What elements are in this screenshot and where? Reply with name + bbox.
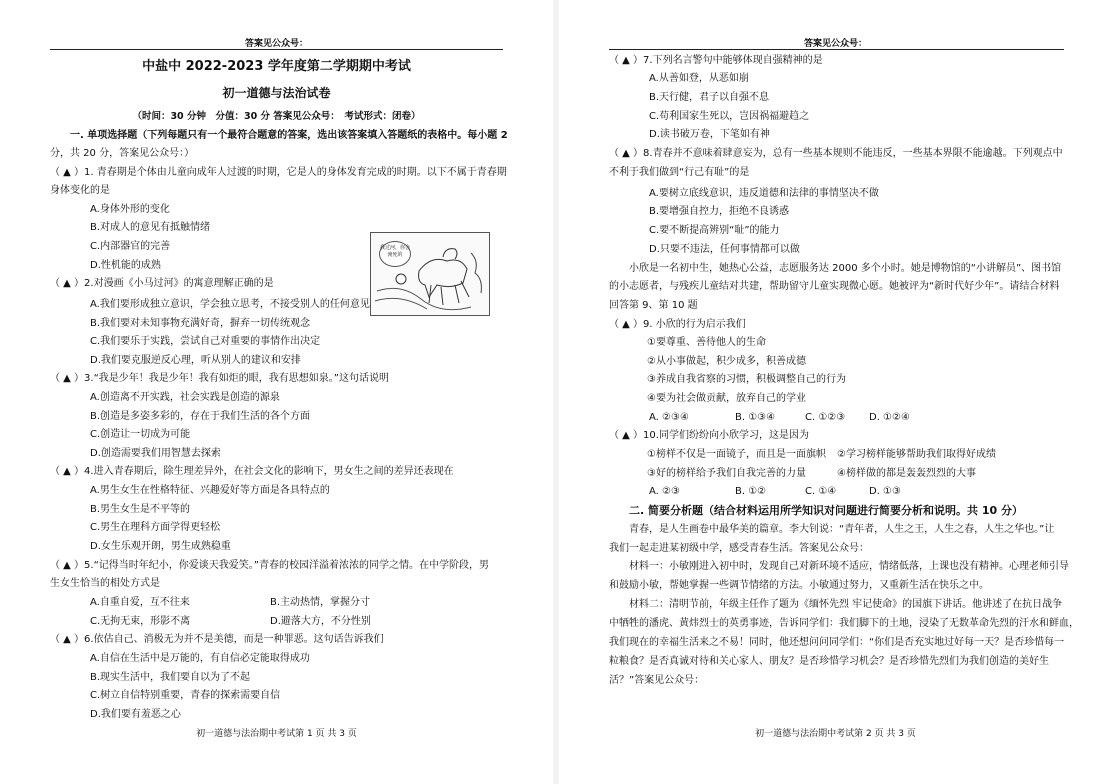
question-2: （ ▲ ）2.对漫画《小马过河》的寓意理解正确的是 (50, 278, 274, 289)
question-6: （ ▲ ）6.依估自己、消极无为并不是美德，而是一种罪恶。这句话告诉我们 (50, 634, 384, 645)
header-rule (609, 49, 1064, 50)
q9-item-4: ④要为社会做贡献，放弃自己的学业 (647, 393, 806, 404)
material-paragraph-cont: 的小志愿者，与残疾儿童结对共建，帮助留守儿童实现微心愿。她被评为“新时代好少年”。请结合材料 (609, 281, 1060, 292)
question-10: （ ▲ ）10.同学们纷纷向小欣学习，这是因为 (609, 430, 809, 441)
q2-option-b: B.我们要对未知事物充满好奇，摒弃一切传统观念 (90, 318, 311, 329)
q8-option-a: A.要树立底线意识，违反道德和法律的事情坚决不做 (649, 188, 879, 199)
q6-option-c: C.树立自信特别重要，青春的探索需要自信 (90, 690, 281, 701)
q10-option-b: B. ①② (735, 486, 767, 497)
question-9: （ ▲ ）9. 小欣的行为启示我们 (609, 319, 746, 330)
page-footer: 初一道德与法治期中考试第 2 页 共 3 页 (755, 729, 916, 739)
q10-item-4: ④榜样做的都是轰轰烈烈的大事 (837, 468, 976, 479)
pony-illustration-icon (371, 233, 489, 315)
q10-item-2: ②学习榜样能够帮助我们取得好成绩 (837, 449, 996, 460)
q2-option-c: C.我们要乐于实践，尝试自己对重要的事情作出决定 (90, 336, 321, 347)
q7-option-d: D.读书破万卷，下笔如有神 (649, 129, 770, 140)
q3-option-a: A.创造离不开实践，社会实践是创造的源泉 (90, 392, 280, 403)
section2-heading: 二. 简要分析题（结合材料运用所学知识对问题进行简要分析和说明。共 10 分） (629, 504, 1023, 517)
q10-option-c: C. ①④ (805, 486, 837, 497)
q7-option-a: A.从善如登，从恶如崩 (649, 73, 749, 84)
q3-option-c: C.创造让一切成为可能 (90, 429, 191, 440)
analysis-intro-cont: 我们一起走进某初级中学，感受青春生活。答案见公众号： (609, 543, 869, 554)
q2-option-a: A.我们要形成独立意识，学会独立思考，不接受别人的任何意见 (90, 299, 370, 310)
material-paragraph-cont: 回答第 9、第 10 题 (609, 300, 698, 311)
question-1-cont: 身体变化的是 (50, 185, 110, 196)
q9-item-3: ③养成自我省察的习惯，积极调整自己的行为 (647, 374, 846, 385)
q10-item-1: ①榜样不仅是一面镜子，而且是一面旗帜 (647, 449, 826, 460)
material-two-cont: 粒粮食？是否真诚对待和关心家人、朋友？是否珍惜学习机会？是否珍惜先烈们为我们创造的美好生 (609, 656, 1049, 667)
cartoon-pony-crossing-river (370, 232, 490, 316)
question-3: （ ▲ ）3.“我是少年！我是少年！我有如炬的眼，我有思想如泉。”这句话说明 (50, 373, 389, 384)
q4-option-d: D.女生乐观开朗，男生成熟稳重 (90, 541, 231, 552)
q3-option-b: B.创造是多姿多彩的，存在于我们生活的各个方面 (90, 411, 311, 422)
q9-option-d: D. ①②④ (869, 412, 910, 423)
q5-option-b: B.主动热情，掌握分寸 (270, 597, 371, 608)
q9-item-2: ②从小事做起，积少成多，积善成德 (647, 356, 806, 367)
q6-option-a: A.自信在生活中是万能的，有自信必定能取得成功 (90, 653, 310, 664)
material-two-cont: 中牺牲的潘虎、黄炜烈士的英勇事迹，告诉同学们：我们脚下的土地，浸染了无数革命先烈的汗水和鲜血， (609, 618, 1079, 629)
question-5: （ ▲ ）5.“记得当时年纪小，你爱谈天我爱笑。”青春的校园洋溢着浓浓的同学之情。在中学阶段，男 (50, 560, 489, 571)
question-8-cont: 不利于我们做到“行己有耻”的是 (609, 167, 750, 178)
q5-option-d: D.避落大方，不分性别 (270, 616, 371, 627)
q1-option-c: C.内部器官的完善 (90, 241, 171, 252)
material-two-cont: 我们现在的幸福生活来之不易！同时，他还想问问同学们：“你们是否充实地过好每一天？是否珍惜每一 (609, 637, 1065, 648)
question-8: （ ▲ ）8.青春并不意味着肆意妄为，总有一些基本规则不能违反，一些基本界限不能逾越。下列观点中 (609, 148, 1063, 159)
material-one-cont: 和鼓励小敏，帮她掌握一些调节情绪的方法。小敏通过努力，又重新生活在快乐之中。 (609, 580, 989, 591)
q8-option-d: D.只要不违法，任何事情都可以做 (649, 244, 800, 255)
exam-subtitle: 初一道德与法治试卷 (222, 86, 331, 100)
q1-option-a: A.身体外形的变化 (90, 204, 170, 215)
q9-option-c: C. ①②③ (805, 412, 846, 423)
material-paragraph: 小欣是一名初中生，她热心公益，志愿服务达 2000 多个小时。她是博物馆的“小讲解员”、图书馆 (629, 263, 1062, 274)
material-one: 材料一：小敏刚进入初中时，发现自己对新环境不适应，情绪低落，上课也没有精神。心理老师引导 (629, 561, 1069, 572)
q1-option-b: B.对成人的意见有抵触情绪 (90, 222, 211, 233)
q1-option-d: D.性机能的成熟 (90, 260, 161, 271)
question-7: （ ▲ ）7.下列名言警句中能够体现自强精神的是 (609, 55, 823, 66)
q9-option-b: B. ①③④ (735, 412, 776, 423)
q5-option-c: C.无拘无束，形影不离 (90, 616, 191, 627)
question-4: （ ▲ ）4.进入青春期后，除生理差异外，在社会文化的影响下，男女生之间的差异还表现在 (50, 466, 454, 477)
q7-option-b: B.天行健，君子以自强不息 (649, 92, 770, 103)
q6-option-b: B.现实生活中，我们要自以为了不起 (90, 672, 251, 683)
question-1: （ ▲ ）1. 青春期是个体由儿童向成年人过渡的时期，它是人的身体发育完成的时期。以下不属于青春期 (50, 167, 507, 178)
exam-page-2 (559, 0, 1112, 784)
exam-meta: （时间：30 分钟 分值：30 分 答案见公众号： 考试形式：闭卷） (132, 111, 421, 122)
exam-page-1 (0, 0, 553, 784)
q7-option-c: C.苟利国家生死以，岂因祸福避趋之 (649, 111, 810, 122)
q9-item-1: ①要尊重、善待他人的生命 (647, 337, 766, 348)
section1-heading: 一. 单项选择题（下列每题只有一个最符合题意的答案，选出该答案填入答题纸的表格中。每小题 2 (70, 130, 508, 141)
material-two-cont: 活？”答案见公众号： (609, 675, 705, 686)
page-footer: 初一道德与法治期中考试第 1 页 共 3 页 (196, 729, 357, 739)
q8-option-c: C.要不断提高辨别“耻”的能力 (649, 225, 780, 236)
material-two: 材料二：清明节前，年级主任作了题为《缅怀先烈 牢记使命》的国旗下讲话。他讲述了在抗日战争 (629, 599, 1063, 610)
analysis-intro: 青春，是人生画卷中最华美的篇章。李大钊说：“青年者，人生之王，人生之春，人生之华也。”让 (629, 524, 1055, 535)
q8-option-b: B.要增强自控力，拒绝不良诱惑 (649, 206, 790, 217)
q10-item-3: ③好的榜样给予我们自我完善的力量 (647, 468, 806, 479)
q10-option-a: A. ②③ (649, 486, 680, 497)
header-rule (50, 49, 503, 50)
q4-option-a: A.男生女生在性格特征、兴趣爱好等方面是各具特点的 (90, 485, 330, 496)
page-header: 答案见公众号： (244, 39, 308, 49)
q10-option-d: D. ①③ (869, 486, 901, 497)
q4-option-b: B.男生女生是不平等的 (90, 504, 191, 515)
q2-option-d: D.我们要克服逆反心理，听从别人的建议和安排 (90, 355, 301, 366)
q9-option-a: A. ②③④ (649, 412, 689, 423)
q3-option-d: D.创造需要我们用智慧去探索 (90, 448, 221, 459)
question-5-cont: 生女生恰当的相处方式是 (50, 578, 160, 589)
section1-heading-cont: 分，共 20 分，答案见公众号：） (50, 148, 195, 159)
exam-title: 中盐中 2022-2023 学年度第二学期期中考试 (142, 59, 411, 74)
speech-bubble: 我过河，你会淹死的 (379, 241, 411, 267)
q6-option-d: D.我们要有羞恶之心 (90, 709, 181, 720)
q4-option-c: C.男生在理科方面学得更轻松 (90, 522, 221, 533)
q5-option-a: A.自重自爱，互不往来 (90, 597, 190, 608)
page-header: 答案见公众号： (803, 39, 867, 49)
